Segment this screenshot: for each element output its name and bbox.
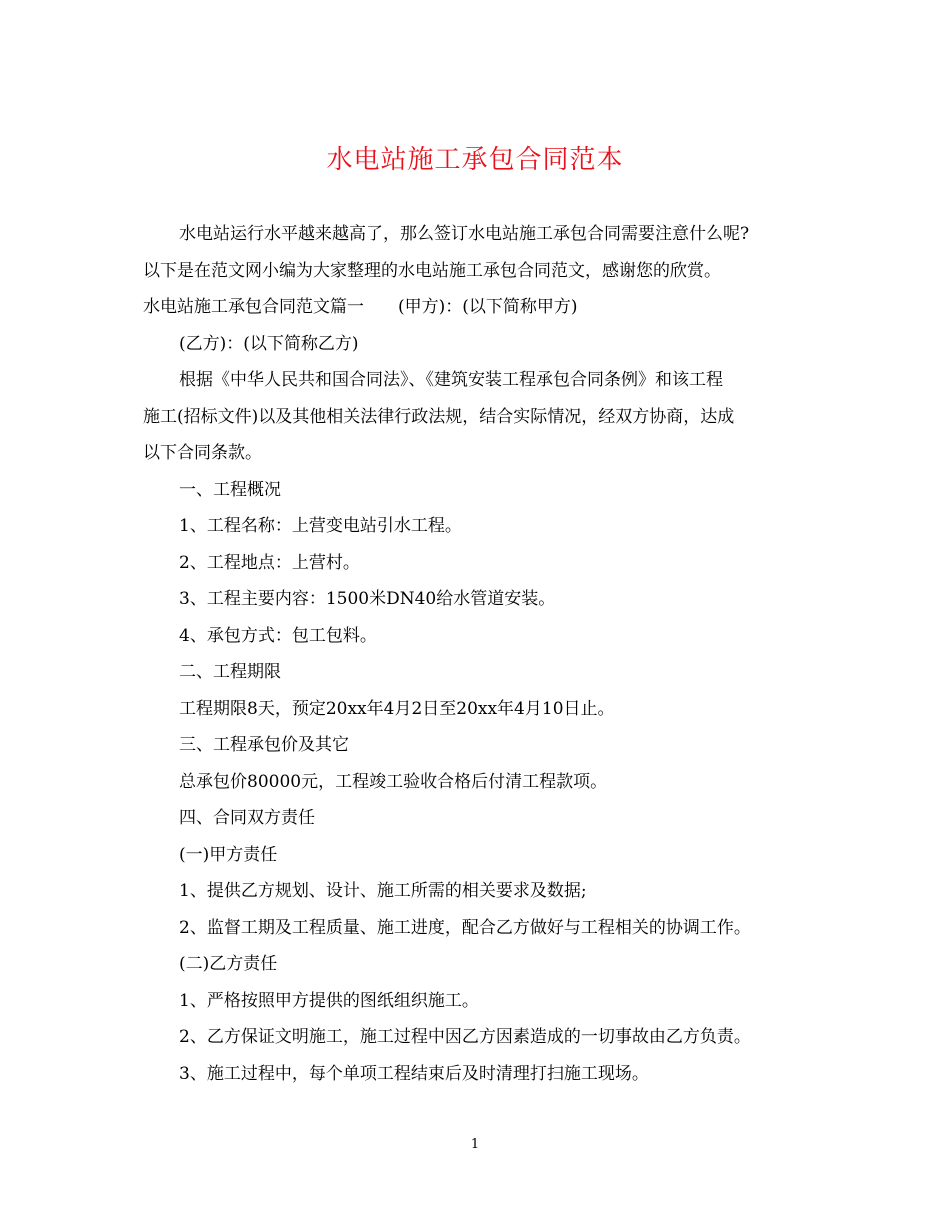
list-item: 2、监督工期及工程质量、施工进度，配合乙方做好与工程相关的协调工作。 [179,917,751,938]
subheading-party-b: (二)乙方责任 [179,954,278,974]
list-item: 1、工程名称：上营变电站引水工程。 [179,516,462,536]
subheading-party-a: (一)甲方责任 [179,844,278,865]
contract-heading-party-a: 水电站施工承包合同范文篇一 (甲方)：(以下简称甲方) [143,297,578,317]
list-item: 3、施工过程中，每个单项工程结束后及时清理打扫施工现场。 [179,1063,649,1084]
section-heading-responsibilities: 四、合同双方责任 [179,808,315,828]
paragraph-intro-line-1: 水电站运行水平越来越高了，那么签订水电站施工承包合同需要注意什么呢? [179,224,750,244]
basis-line-3: 以下合同条款。 [143,443,262,463]
list-item: 1、严格按照甲方提供的图纸组织施工。 [179,990,479,1011]
paragraph-intro-line-2: 以下是在范文网小编为大家整理的水电站施工承包合同范文，感谢您的欣赏。 [143,260,721,281]
list-item: 2、乙方保证文明施工，施工过程中因乙方因素造成的一切事故由乙方负责。 [179,1027,751,1047]
list-item: 4、承包方式：包工包料。 [179,625,377,646]
basis-line-1: 根据《中华人民共和国合同法》、《建筑安装工程承包合同条例》和该工程 [179,370,723,390]
list-item: 2、工程地点：上营村。 [179,552,360,573]
party-b-line: (乙方)：(以下简称乙方) [179,333,359,354]
document-body [143,216,823,1092]
period-text: 工程期限8天，预定20xx年4月2日至20xx年4月10日止。 [179,698,615,719]
document-title: 水电站施工承包合同范本 [326,145,624,175]
list-item: 3、工程主要内容：1500米DN40给水管道安装。 [179,589,556,609]
section-heading-price: 三、工程承包价及其它 [179,735,349,755]
list-item: 1、提供乙方规划、设计、施工所需的相关要求及数据; [179,881,587,901]
section-heading-period: 二、工程期限 [179,662,281,682]
basis-line-2: 施工(招标文件)以及其他相关法律行政法规，结合实际情况，经双方协商，达成 [143,406,735,427]
section-heading-overview: 一、工程概况 [179,479,281,500]
page-number: 1 [470,1137,480,1152]
price-text: 总承包价80000元，工程竣工验收合格后付清工程款项。 [179,771,608,792]
